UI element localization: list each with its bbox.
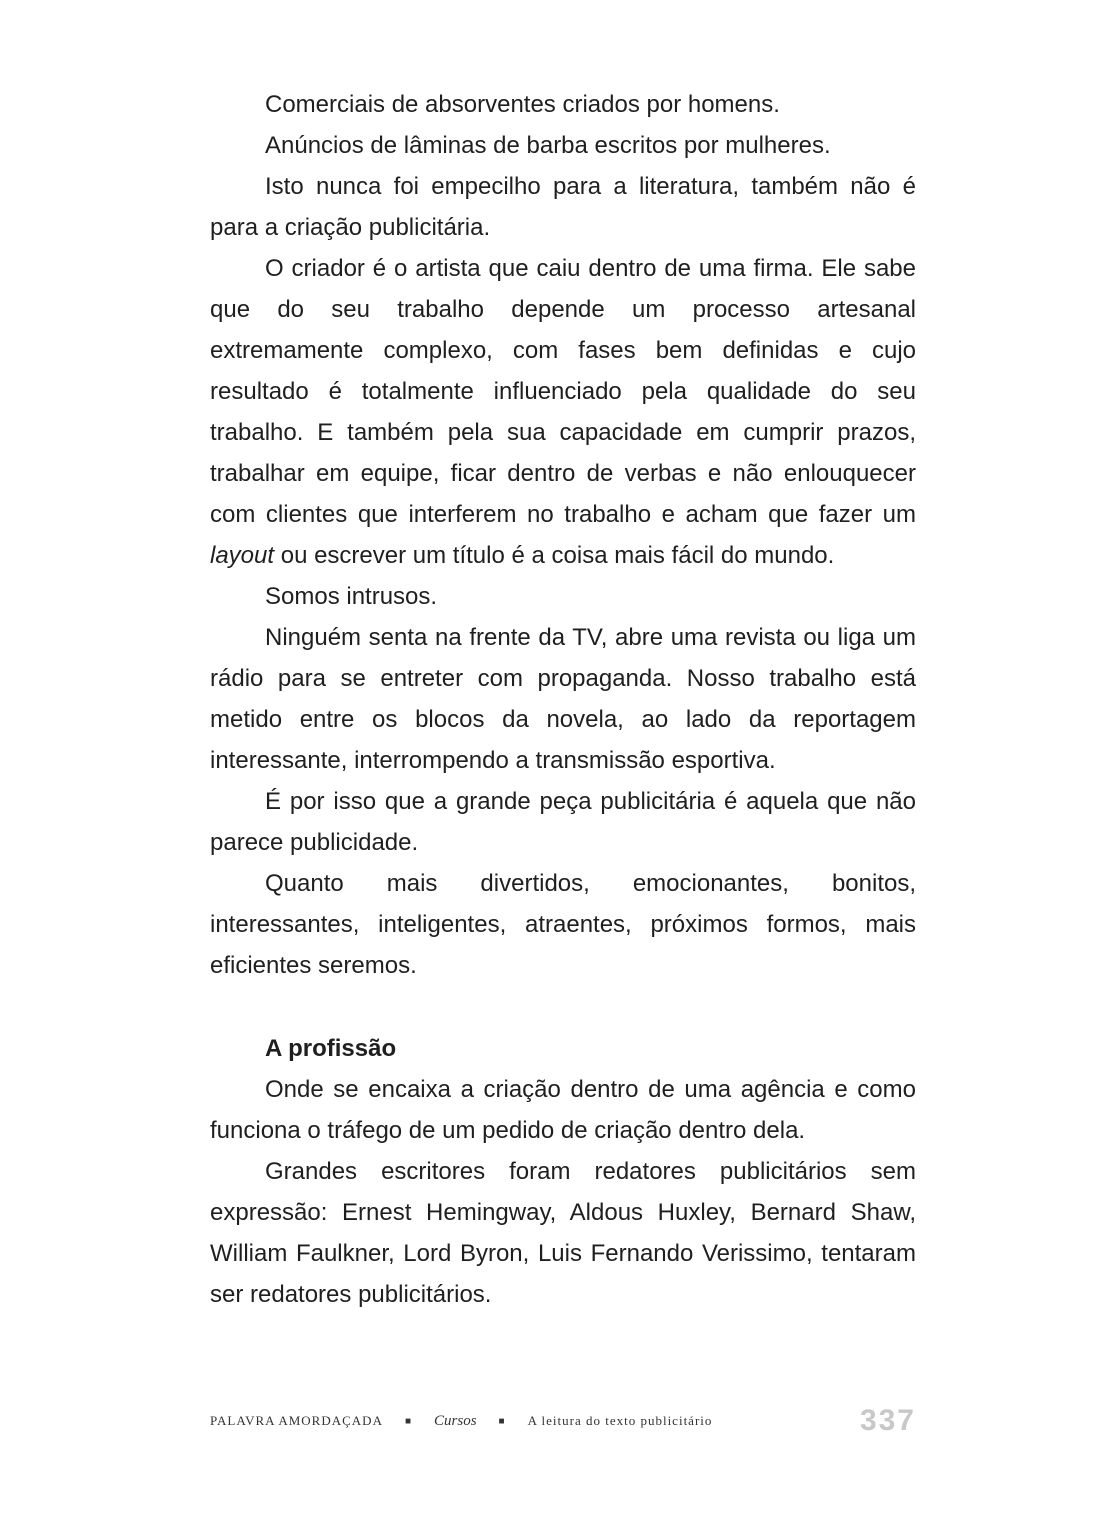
page-number: 337	[859, 1404, 916, 1437]
paragraph: Somos intrusos.	[265, 583, 438, 610]
section-heading: A profissão	[265, 1035, 397, 1062]
separator-icon: ■	[498, 1415, 506, 1427]
body-text	[210, 84, 916, 1315]
paragraph: Grandes escritores foram redatores publicitários sem expressão: Ernest Hemingway, Aldous Huxley, Bernard Shaw, William Faulkner, Lord Byron, Luis Fernando Verissimo, tentaram ser redatores publicitários.	[210, 1158, 916, 1308]
paragraph: Onde se encaixa a criação dentro de uma agência e como funciona o tráfego de um pedido de criação dentro dela.	[210, 1076, 916, 1144]
italic-term: layout	[210, 542, 275, 569]
paragraph: Quanto mais divertidos, emocionantes, bonitos, interessantes, inteligentes, atraentes, próximos formos, mais eficientes seremos.	[210, 870, 916, 979]
paragraph: Comerciais de absorventes criados por homens.	[265, 91, 780, 118]
section-name: Cursos	[434, 1412, 477, 1429]
paragraph	[210, 248, 916, 576]
paragraph-text: O criador é o artista que caiu dentro de uma firma. Ele sabe que do seu trabalho depende um processo artesanal extremamente complexo, com fases bem definidas e cujo resultado é totalmente influenciado pela qualidade do seu trabalho. E também pela sua capacidade em cumprir prazos, trabalhar em equipe, ficar dentro de verbas e não enlouquecer com clientes que interferem no trabalho e acham que fazer um	[210, 255, 916, 528]
book-title: PALAVRA AMORDAÇADA	[210, 1413, 383, 1428]
page-footer	[210, 1404, 916, 1438]
separator-icon: ■	[404, 1415, 413, 1427]
paragraph: Ninguém senta na frente da TV, abre uma revista ou liga um rádio para se entreter com propaganda. Nosso trabalho está metido entre os blocos da novela, ao lado da reportagem interessante, interrompendo a transmissão esportiva.	[210, 624, 916, 774]
paragraph-text: ou escrever um título é a coisa mais fácil do mundo.	[274, 542, 835, 569]
paragraph: É por isso que a grande peça publicitária é aquela que não parece publicidade.	[210, 788, 916, 856]
chapter-title: A leitura do texto publicitário	[527, 1413, 713, 1428]
paragraph: Anúncios de lâminas de barba escritos por mulheres.	[265, 132, 831, 159]
paragraph: Isto nunca foi empecilho para a literatura, também não é para a criação publicitária.	[210, 173, 916, 241]
